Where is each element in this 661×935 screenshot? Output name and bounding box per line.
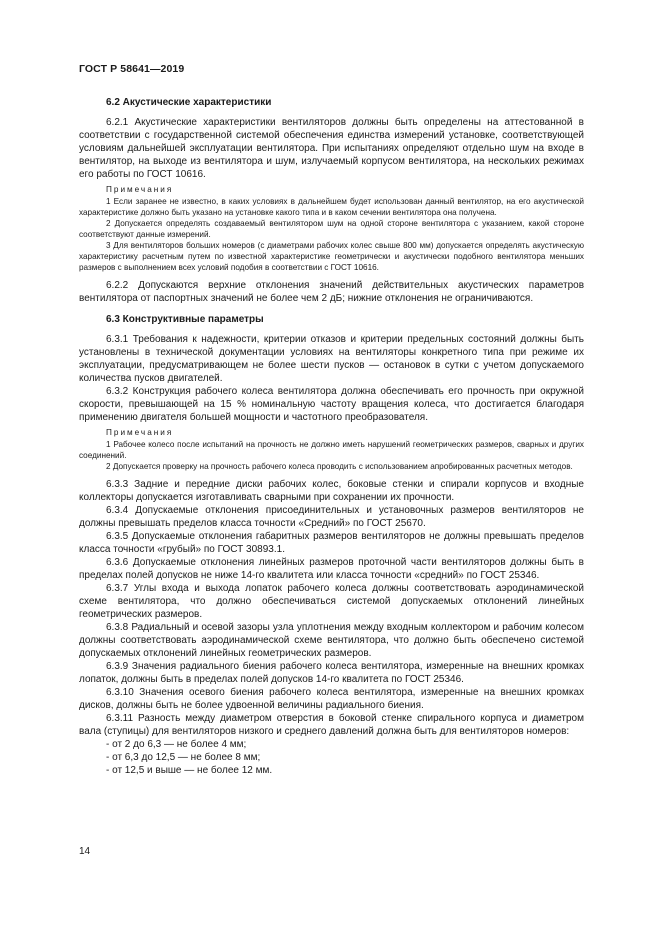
- paragraph-6-2-1: 6.2.1 Акустические характеристики вентиляторов должны быть определены на аттестованной в соответствии с государственной системой обеспечения единства измерений установке, соответствующей условиям дальнейшей эксплуатации вентилятора. При испытаниях определяют отдельно шум на входе в вентилятор, на выходе из вентилятора и шум, излучаемый корпусом вентилятора, на нескольких режимах его работы по ГОСТ 10616.: [79, 117, 584, 180]
- notes-heading: Примечания: [106, 428, 174, 437]
- page-number: 14: [79, 846, 91, 857]
- notes-heading: Примечания: [106, 185, 174, 194]
- section-6-2-heading: 6.2 Акустические характеристики: [106, 97, 272, 108]
- paragraph-6-3-2: 6.3.2 Конструкция рабочего колеса вентилятора должна обеспечивать его прочность при окружной скорости, превышающей на 15 % номинальную частоту вращения колеса, что достигается благодаря применению двигателя большей мощности и частотного преобразователя.: [79, 386, 584, 423]
- section-6-3-heading: 6.3 Конструктивные параметры: [106, 314, 264, 325]
- paragraph-6-3-5: 6.3.5 Допускаемые отклонения габаритных размеров вентиляторов не должны превышать пределов класса точности «грубый» по ГОСТ 30893.1.: [79, 531, 584, 555]
- standard-header: ГОСТ Р 58641—2019: [79, 63, 185, 75]
- note-1: 1 Рабочее колесо после испытаний на прочность не должно иметь нарушений геометрических размеров, сварных и других соединений.: [79, 440, 584, 460]
- list-item: - от 2 до 6,3 — не более 4 мм;: [106, 739, 247, 750]
- paragraph-6-3-7: 6.3.7 Углы входа и выхода лопаток рабочего колеса должны соответствовать аэродинамической схеме вентилятора, что должно обеспечиваться системой допускаемых отклонений линейных геометрических размеров.: [79, 583, 584, 620]
- note-1: 1 Если заранее не известно, в каких условиях в дальнейшем будет использован данный вентилятор, на его акустической характеристике должно быть указано на установке какого типа и в каком сечении вентилятора она получена.: [79, 197, 584, 217]
- list-item: - от 12,5 и выше — не более 12 мм.: [106, 765, 273, 776]
- paragraph-6-3-10: 6.3.10 Значения осевого биения рабочего колеса вентилятора, измеренные на внешних кромках дисков, должны быть не более удвоенной величины радиального биения.: [79, 687, 584, 711]
- paragraph-6-3-3: 6.3.3 Задние и передние диски рабочих колес, боковые стенки и спирали корпусов и входные коллекторы допускается изготавливать сварными при сохранении их прочности.: [79, 479, 584, 503]
- paragraph-6-3-4: 6.3.4 Допускаемые отклонения присоединительных и установочных размеров вентиляторов не должны превышать пределов класса точности «Средний» по ГОСТ 25670.: [79, 505, 584, 529]
- paragraph-6-3-6: 6.3.6 Допускаемые отклонения линейных размеров проточной части вентиляторов должны быть в пределах полей допусков не ниже 14-го квалитета или класса точности «средний» по ГОСТ 25346.: [79, 557, 584, 581]
- list-item: - от 6,3 до 12,5 — не более 8 мм;: [106, 752, 261, 763]
- paragraph-6-3-9: 6.3.9 Значения радиального биения рабочего колеса вентилятора, измеренные на внешних кромках лопаток, должны быть в пределах полей допусков 14-го квалитета по ГОСТ 25346.: [79, 661, 584, 685]
- paragraph-6-3-11: 6.3.11 Разность между диаметром отверстия в боковой стенке спирального корпуса и диаметром вала (ступицы) для вентиляторов низкого и среднего давлений должна быть для вентиляторов номеров:: [79, 713, 584, 737]
- paragraph-6-2-2: 6.2.2 Допускаются верхние отклонения значений действительных акустических параметров вентилятора от паспортных значений не более чем 2 дБ; нижние отклонения не ограничиваются.: [79, 280, 584, 304]
- paragraph-6-3-8: 6.3.8 Радиальный и осевой зазоры узла уплотнения между входным коллектором и рабочим колесом должны соответствовать аэродинамической схеме вентилятора, что должно быть обеспечено системой допускаемых отклонений линейных геометрических размеров.: [79, 622, 584, 659]
- paragraph-6-3-1: 6.3.1 Требования к надежности, критерии отказов и критерии предельных состояний должны быть установлены в технической документации условиях на вентиляторы конкретного типа при режиме их эксплуатации, предусматривающем не более шести пусков — остановок в сутки с учетом допускаемого количества пусков двигателей.: [79, 334, 584, 384]
- note-3: 3 Для вентиляторов больших номеров (с диаметрами рабочих колес свыше 800 мм) допускается определять акустическую характеристику расчетным путем по известной характеристике геометрически и акустически подобного вентилятора меньших размеров с выполнением всех условий подобия в соответствии с ГОСТ 10616.: [79, 241, 584, 272]
- page-body: [79, 96, 584, 777]
- note-2: 2 Допускается проверку на прочность рабочего колеса проводить с использованием апробированных расчетных методов.: [106, 462, 573, 471]
- note-2: 2 Допускается определять создаваемый вентилятором шум на одной стороне вентилятора с указанием, какой стороне соответствуют данные измерений.: [79, 219, 584, 239]
